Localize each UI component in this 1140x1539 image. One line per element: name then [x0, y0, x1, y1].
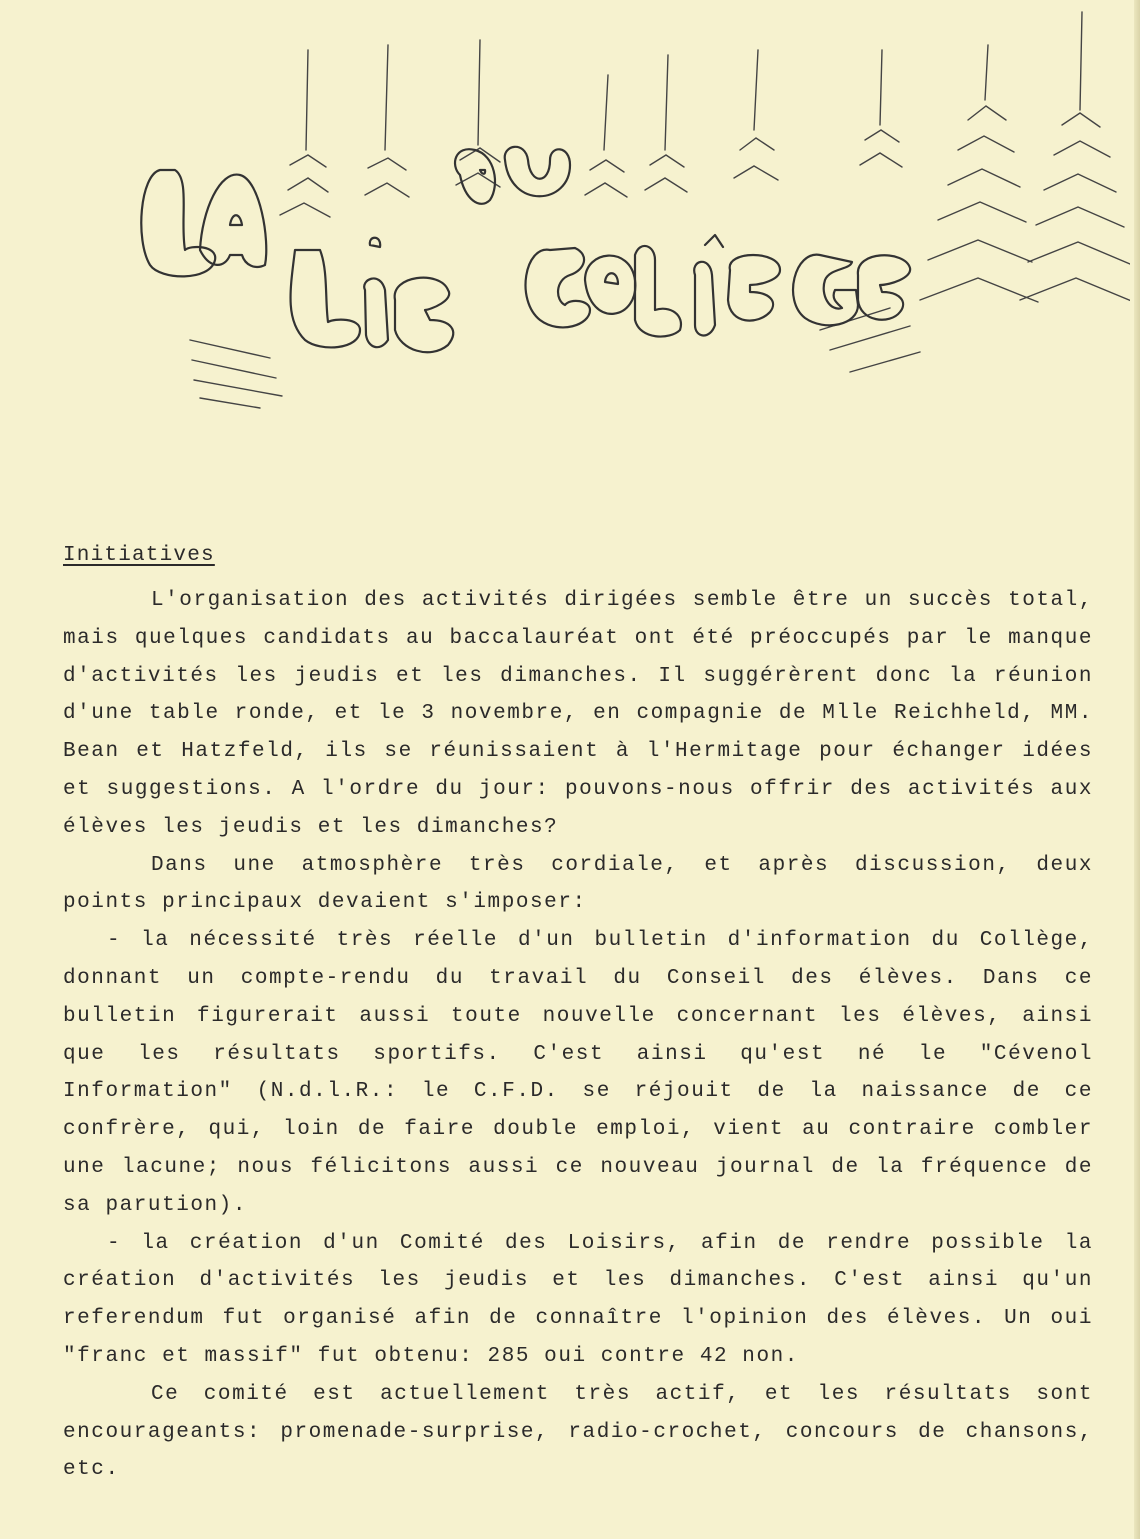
paragraph-conclusion: Ce comité est actuellement très actif, et les résultats sont encourageants: promenade-surprise, radio-crochet, concours de chansons, etc.: [63, 1382, 1093, 1482]
article-heading: Initiatives: [63, 544, 215, 567]
article: [63, 538, 1093, 1489]
page-edge: [1134, 0, 1140, 1539]
paragraph-discussion: Dans une atmosphère très cordiale, et après discussion, deux points principaux devaient s'imposer:: [63, 853, 1093, 915]
hand-drawn-title-illustration: [130, 0, 1130, 420]
paragraph-committee-point: - la création d'un Comité des Loisirs, afin de rendre possible la création d'activités les jeudis et les dimanches. C'est ainsi qu'un referendum fut organisé afin de connaître l'opinion des élèves. Un oui "franc et massif" fut obtenu: 285 oui contre 42 non.: [63, 1231, 1093, 1368]
paragraph-bulletin-point: - la nécessité très réelle d'un bulletin d'information du Collège, donnant un compte-rendu du travail du Conseil des élèves. Dans ce bulletin figurerait aussi toute nouvelle concernant les élèves, ainsi que les résultats sportifs. C'est ainsi qu'est né le "Cévenol Information" (N.d.l.R.: le C.F.D. se réjouit de la naissance de ce confrère, qui, loin de faire double emploi, vient au contraire combler une lacune; nous félicitons aussi ce nouveau journal de la fréquence de sa parution).: [63, 929, 1093, 1217]
title-bubble-letters: [141, 147, 910, 352]
paragraph-intro: L'organisation des activités dirigées semble être un succès total, mais quelques candidats au baccalauréat ont été préoccupés par le manque d'activités les jeudis et les dimanches. Il suggérèrent donc la réunion d'une table ronde, et le 3 novembre, en compagnie de Mlle Reichheld, MM. Bean et Hatzfeld, ils se réunissaient à l'Hermitage pour échanger idées et suggestions. A l'ordre du jour: pouvons-nous offrir des activités aux élèves les jeudis et les dimanches?: [63, 589, 1093, 839]
fir-trees-drawing: [190, 12, 1130, 408]
